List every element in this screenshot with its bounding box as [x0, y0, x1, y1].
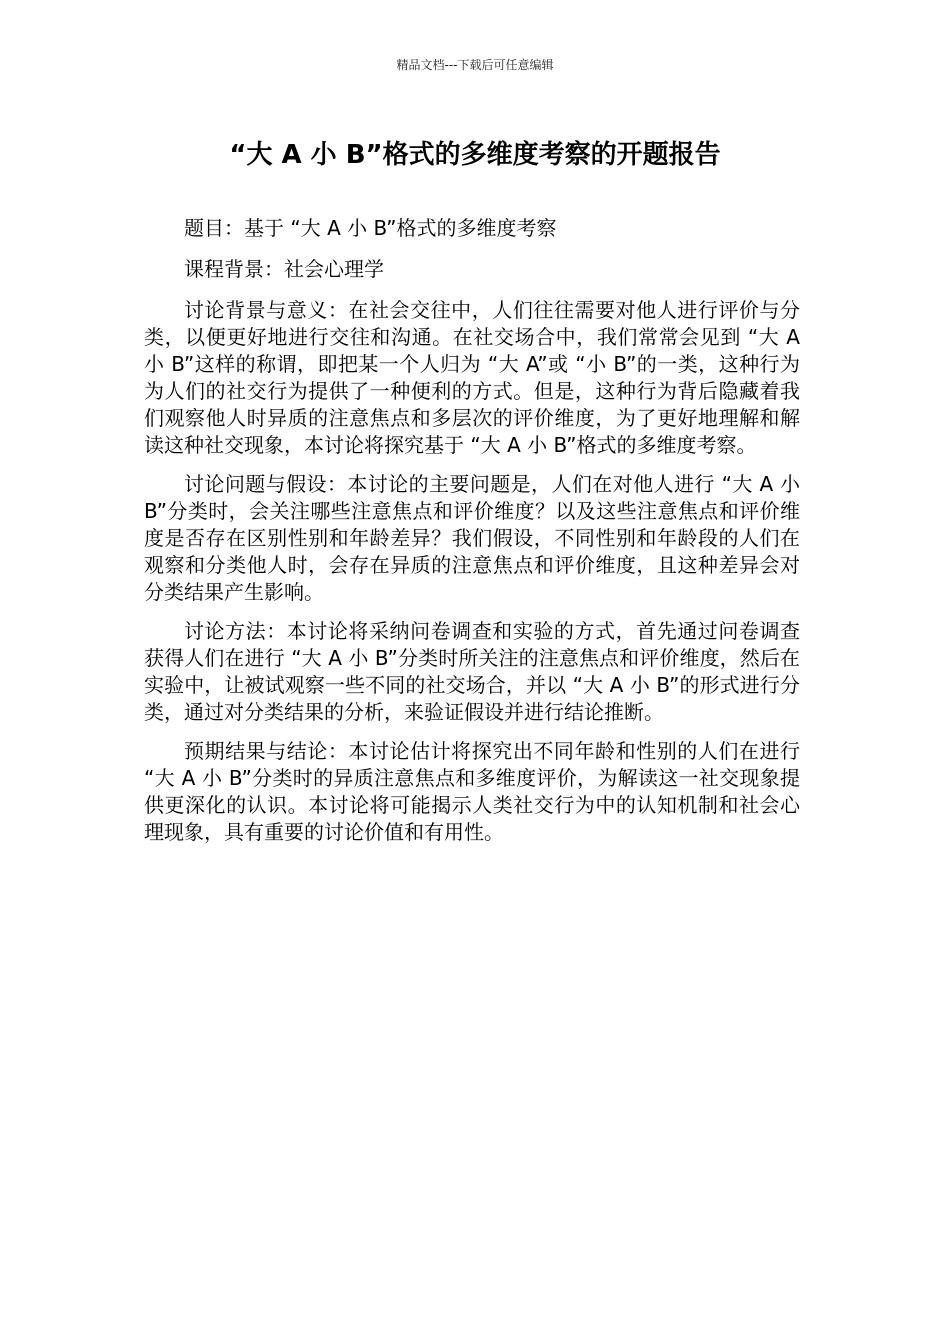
method-paragraph: 讨论方法：本讨论将采纳问卷调查和实验的方式，首先通过问卷调查获得人们在进行 “大 A 小 B”分类时所关注的注意焦点和评价维度，然后在实验中，让被试观察一些不同的社交场合，并以 “大 A 小 B”的形式进行分类，通过对分类结果的分析，来验证假设并进行结论推断。 [144, 619, 800, 724]
document-title: “大 A 小 B”格式的多维度考察的开题报告 [229, 140, 721, 170]
course-paragraph: 课程背景：社会心理学 [184, 257, 384, 281]
question-paragraph: 讨论问题与假设：本讨论的主要问题是，人们在对他人进行 “大 A 小 B”分类时，会关注哪些注意焦点和评价维度？以及这些注意焦点和评价维度是否存在区别性别和年龄差异？我们假设，不同性别和年龄段的人们在观察和分类他人时，会存在异质的注意焦点和评价维度，且这种差异会对分类结果产生影响。 [144, 472, 800, 604]
header-note: 精品文档---下载后可任意编辑 [396, 58, 554, 72]
document-body [144, 215, 800, 858]
expected-results-paragraph: 预期结果与结论：本讨论估计将探究出不同年龄和性别的人们在进行 “大 A 小 B”分类时的异质注意焦点和多维度评价，为解读这一社交现象提供更深化的认识。本讨论将可能揭示人类社交行为中的认知机制和社会心理现象，具有重要的讨论价值和有用性。 [144, 739, 800, 844]
background-paragraph: 讨论背景与意义：在社会交往中，人们往往需要对他人进行评价与分类，以便更好地进行交往和沟通。在社交场合中，我们常常会见到 “大 A 小 B”这样的称谓，即把某一个人归为 “大 A”或 “小 B”的一类，这种行为为人们的社交行为提供了一种便利的方式。但是，这种行为背后隐藏着我们观察他人时异质的注意焦点和多层次的评价维度，为了更好地理解和解读这种社交现象，本讨论将探究基于 “大 A 小 B”格式的多维度考察。 [144, 298, 800, 457]
topic-paragraph: 题目：基于 “大 A 小 B”格式的多维度考察 [184, 216, 557, 240]
